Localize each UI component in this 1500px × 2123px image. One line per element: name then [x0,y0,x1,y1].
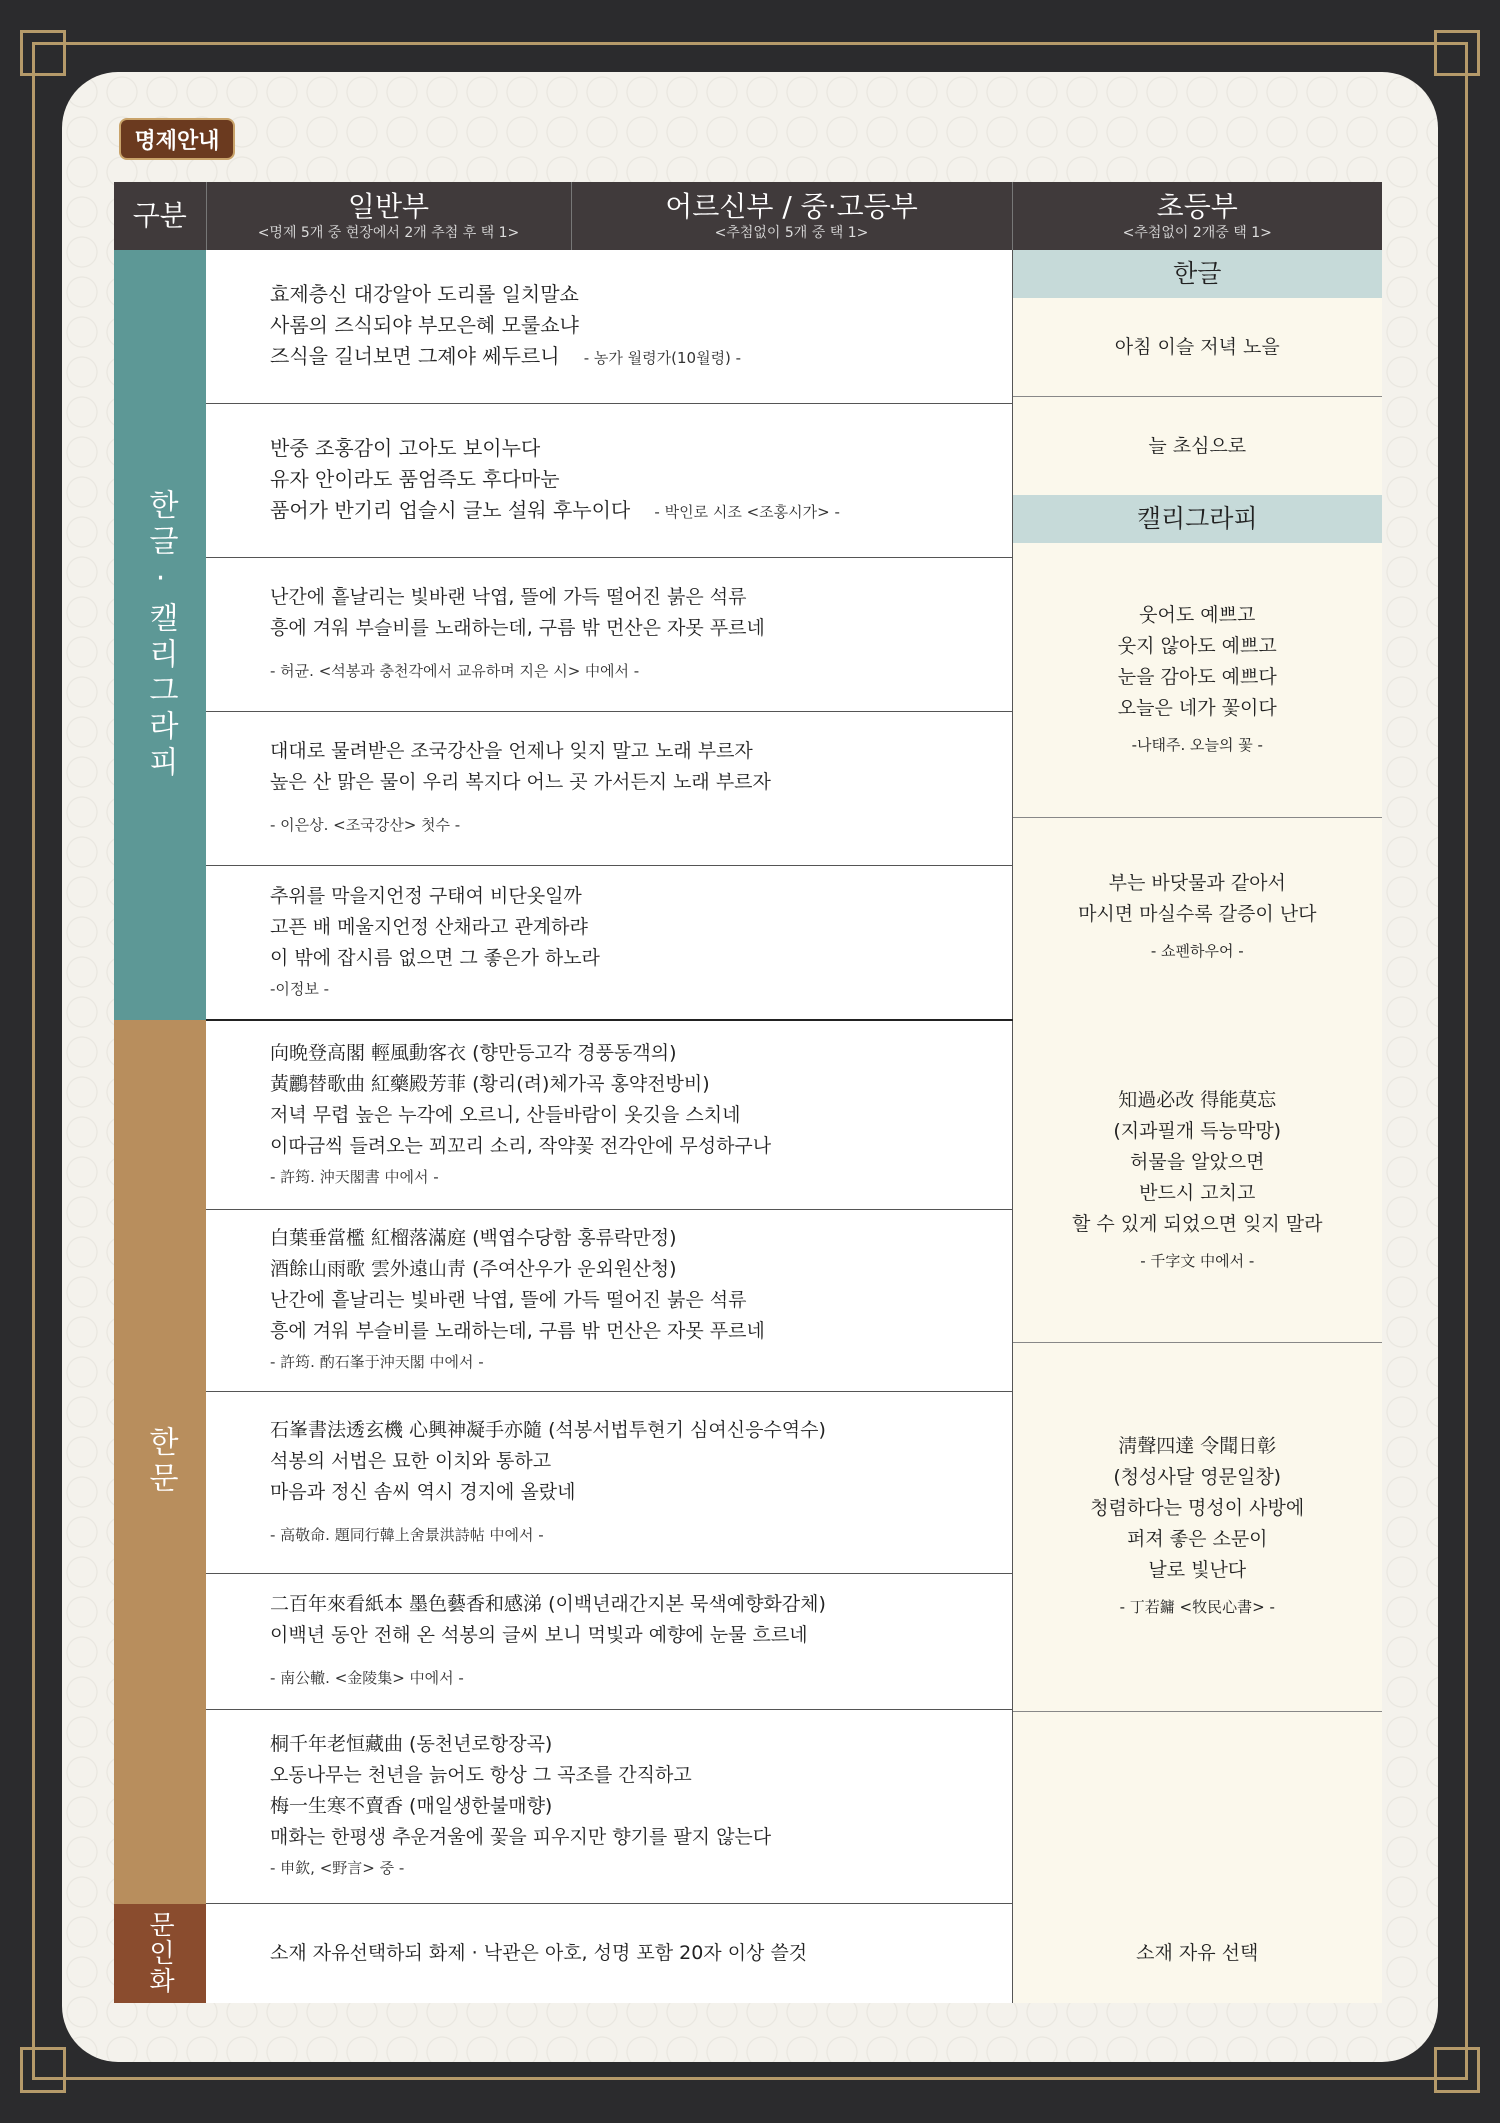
section-label-munin: 문인화 [114,1904,206,2003]
table-row [114,1020,1382,1210]
elementary-topic: 소재 자유 선택 [1012,1904,1382,2003]
topic-cell: 白葉垂當檻 紅榴落滿庭 (백엽수당함 홍류락만정) 酒餘山雨歌 雲外遠山靑 (주여산우가 운외원산청) 난간에 흩날리는 빛바랜 낙엽, 뜰에 가득 떨어진 붉은 석류 흥에 겨워 부슬비를 노래하는데, 구름 밖 먼산은 자못 푸르네 - 許筠. 酌石峯于沖天閣 中에서 - [206,1210,1012,1392]
header-elementary: 초등부 <추첨없이 2개중 택 1> [1012,182,1382,250]
topic-cell: 반중 조홍감이 고아도 보이누다 유자 안이라도 품엄즉도 후다마눈 품어가 반기리 업슬시 글노 설워 후누이다 - 박인로 시조 <조홍시가> - [206,404,1012,558]
table-header [114,182,1382,250]
topic-cell: 石峯書法透玄機 心興神凝手亦隨 (석봉서법투현기 심여신응수역수) 석봉의 서법은 묘한 이치와 통하고 마음과 정신 솜씨 역시 경지에 올랐네 - 高敬命. 題同行韓上舍景洪詩帖 中에서 - [206,1392,1012,1574]
topic-cell: 二百年來看紙本 墨色藝香和感涕 (이백년래간지본 묵색예향화감체) 이백년 동안 전해 온 석봉의 글씨 보니 먹빛과 예향에 눈물 흐르네 - 南公轍. <金陵集> 中에서 - [206,1574,1012,1710]
topic-cell: 난간에 흩날리는 빛바랜 낙엽, 뜰에 가득 떨어진 붉은 석류 흥에 겨워 부슬비를 노래하는데, 구름 밖 먼산은 자못 푸르네 - 허균. <석봉과 충천각에서 교유하며 지은 시> 中에서 - [206,558,1012,712]
frame-corner [1434,2047,1480,2093]
topics-table [114,182,1382,2003]
topic-cell: 소재 자유선택하되 화제 · 낙관은 아호, 성명 포함 20자 이상 쓸것 [206,1904,1012,2003]
frame-corner [1434,30,1480,76]
topic-cell: 桐千年老恒藏曲 (동천년로항장곡) 오동나무는 천년을 늙어도 항상 그 곡조를 간직하고 梅一生寒不賣香 (매일생한불매향) 매화는 한평생 추운겨울에 꽃을 피우지만 향기를 팔지 않는다 - 申欽, <野言> 중 - [206,1710,1012,1904]
topic-cell: 추위를 막을지언정 구태여 비단옷일까 고픈 배 메울지언정 산채라고 관계하랴 이 밖에 잡시름 없으면 그 좋은가 하노라 -이정보 - [206,866,1012,1021]
elementary-topic: 웃어도 예쁘고 웃지 않아도 예쁘고 눈을 감아도 예쁘다 오늘은 네가 꽃이다 -나태주. 오늘의 꽃 - [1013,543,1383,818]
section-tag: 명제안내 [119,118,235,160]
elementary-hangul-column [1012,250,1382,1020]
elementary-hanmun-column [1012,1020,1382,1904]
elementary-topic: 부는 바닷물과 같아서 마시면 마실수록 갈증이 난다 - 쇼펜하우어 - [1078,871,1317,960]
header-category: 구분 [114,182,206,250]
topic-cell: 효제층신 대강알아 도리롤 일치말쇼 사롬의 즈식되야 부모은혜 모룰쇼냐 즈식을 길너보면 그졔야 쎄두르니 - 농가 월령가(10월령) - [206,250,1012,404]
frame-corner [20,2047,66,2093]
elementary-topic: 知過必改 得能莫忘 (지과필개 득능막망) 허물을 알았으면 반드시 고치고 할 수 있게 되었으면 잊지 말라 - 千字文 中에서 - [1013,1020,1383,1343]
table-row [114,250,1382,404]
header-senior-middle: 어르신부 / 중·고등부 <추첨없이 5개 중 택 1> [571,182,1012,250]
calligraphy-subheader: 캘리그라피 [1013,495,1383,543]
elementary-topic: 늘 초심으로 [1148,434,1247,457]
topic-cell: 대대로 물려받은 조국강산을 언제나 잊지 말고 노래 부르자 높은 산 맑은 물이 우리 복지다 어느 곳 가서든지 노래 부르자 - 이은상. <조국강산> 첫수 - [206,712,1012,866]
table-row [114,1904,1382,2003]
frame-corner [20,30,66,76]
elementary-topic: 아침 이슬 저녁 노을 [1013,298,1383,397]
elementary-topic: 淸聲四達 令聞日彰 (청성사달 영문일창) 청렴하다는 명성이 사방에 퍼져 좋은 소문이 날로 빛난다 - 丁若鏞 <牧民心書> - [1013,1343,1383,1712]
section-label-hanmun: 한문 [114,1020,206,1904]
header-general: 일반부 <명제 5개 중 현장에서 2개 추첨 후 택 1> [206,182,571,250]
topic-cell: 向晩登高閣 輕風動客衣 (향만등고각 경풍동객의) 黃鸝替歌曲 紅藥殿芳菲 (황리(려)체가곡 홍약전방비) 저녁 무렵 높은 누각에 오르니, 산들바람이 옷깃을 스치네 이따금씩 들려오는 꾀꼬리 소리, 작약꽃 전각안에 무성하구나 - 許筠. 沖天閣書 中에서 - [206,1020,1012,1210]
hangul-subheader: 한글 [1013,250,1383,298]
section-label-hangul: 한글·캘리그라피 [114,250,206,1020]
